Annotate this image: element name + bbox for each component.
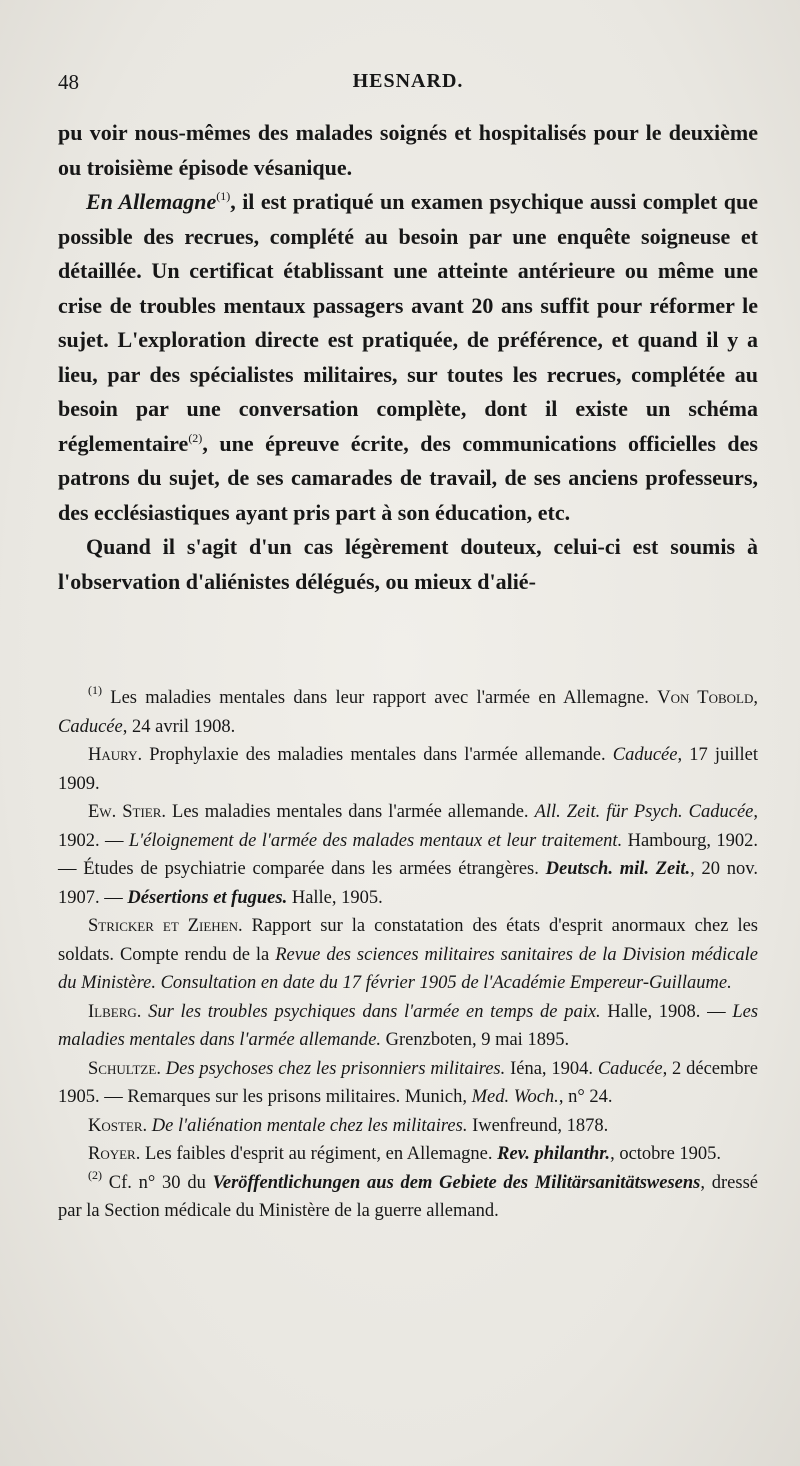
paragraph: pu voir nous-mêmes des malades soignés et hospitalisés pour le deuxième ou troisième épisode vésanique.	[58, 120, 758, 180]
text-run: Iwenfreund, 1878.	[467, 1115, 609, 1136]
text-run: .	[156, 1058, 166, 1079]
title: Désertions et fugues.	[127, 887, 288, 908]
source: Deutsch. mil. Zeit.	[545, 859, 691, 879]
title: Les maladies mentales dans l'armée allemande.	[58, 1001, 759, 1050]
footnote	[58, 741, 758, 798]
text-run: , 24 avril 1908.	[122, 716, 236, 737]
text-run: Hambourg, 1902. — Études de psychiatrie comparée dans les armées étrangères.	[58, 830, 759, 879]
source: Caducée	[597, 1058, 663, 1079]
running-head: HESNARD.	[352, 70, 464, 92]
text-run: Halle, 1908. —	[600, 1001, 733, 1022]
text-run: , une épreuve écrite, des communications officielles des patrons du sujet, de ses camarades de travail, de ses anciens professeurs, des ecclésiastiques ayant pris part à son éducation, etc.	[58, 430, 758, 525]
title: Des psychoses chez les prisonniers militaires.	[165, 1058, 506, 1079]
text-run: Les maladies mentales dans leur rapport avec l'armée en Allemagne.	[102, 688, 649, 708]
text-run: , 17 juillet 1909.	[58, 745, 758, 794]
footnote	[58, 912, 758, 998]
footnote	[58, 1112, 758, 1141]
text-run: . Les maladies mentales dans l'armée allemande.	[161, 802, 529, 822]
footnote-ref: (2)	[188, 430, 203, 445]
author: Stricker et Ziehen	[88, 916, 239, 936]
source: Veröffentlichungen aus dem Gebiete des Militärsanitätswesens	[212, 1172, 701, 1193]
page-header	[58, 70, 758, 104]
source: Rev. philanthr.	[497, 1144, 611, 1164]
text-run: Grenzboten, 9 mai 1895.	[381, 1030, 570, 1050]
text-run: .	[136, 1001, 149, 1022]
text-run: Cf. n° 30 du	[102, 1172, 213, 1193]
author: Schultze	[88, 1058, 157, 1079]
text-run: . Prophylaxie des maladies mentales dans l'armée allemande.	[137, 745, 606, 765]
text-run: . Les faibles d'esprit au régiment, en Allemagne.	[135, 1144, 498, 1164]
footnote	[58, 1169, 758, 1226]
title: Sur les troubles psychiques dans l'armée en temps de paix.	[148, 1001, 601, 1022]
title: De l'aliénation mentale chez les militaires.	[151, 1115, 468, 1136]
paragraph: Quand il s'agit d'un cas légèrement douteux, celui-ci est soumis à l'observation d'aliénistes délégués, ou mieux d'alié-	[58, 534, 758, 594]
text-run: Halle, 1905.	[287, 887, 383, 908]
footnote: $^{(1)}$ Les maladies mentales dans leur rapport avec l'armée en Allemagne. Von Tobold, Caducée, 24 avril 1908.	[58, 683, 758, 737]
text-run: . Rapport sur la constatation des états d'esprit anormaux chez les soldats. Compte rendu de la	[58, 916, 759, 965]
title: L'éloignement de l'armée des malades mentaux et leur traitement.	[128, 830, 623, 851]
main-text	[58, 116, 758, 599]
paragraph	[58, 185, 758, 530]
author: Von Tobold	[657, 688, 754, 708]
source: Revue des sciences militaires sanitaires de la Division médicale du Ministère. Consultation en date du 17 février 1905 de l'Académie Empereur-Guillaume.	[58, 944, 758, 993]
author: Royer	[88, 1144, 136, 1164]
footnote	[58, 1140, 758, 1169]
source: Caducée	[612, 745, 678, 765]
footnote-marker: (2)	[88, 1167, 102, 1182]
author: Haury	[88, 745, 138, 765]
text-run: , octobre 1905.	[610, 1144, 722, 1164]
text-run: Iéna, 1904.	[505, 1058, 598, 1079]
footnote	[58, 998, 758, 1055]
source: All. Zeit. für Psych. Caducée	[534, 802, 754, 822]
emphasis: En Allemagne	[86, 189, 217, 214]
footnote	[58, 798, 758, 912]
text-run: , 1902. —	[58, 802, 758, 851]
author: Koster	[88, 1115, 143, 1136]
source: Med. Woch.	[471, 1087, 559, 1107]
text-run: , il est pratiqué un examen psychique aussi complet que possible des recrues, complété au besoin par une enquête soigneuse et détaillée. Un certificat établissant une atteinte antérieure ou même une crise de troubles mentaux passagers avant 20 ans suffit pour réformer le sujet. L'exploration directe est pratiquée, de préférence, et quand il y a lieu, par des spécialistes militaires, sur toutes les recrues, complétée au besoin par une conversation complète, dont il existe un schéma réglementaire	[58, 189, 758, 456]
source: Caducée	[58, 716, 123, 737]
text-run: , 2 décembre 1905. — Remarques sur les prisons militaires. Munich,	[58, 1058, 759, 1107]
text-run: , dressé par la Section médicale du Ministère de la guerre allemand.	[58, 1172, 758, 1221]
text-run: , n° 24.	[558, 1087, 613, 1107]
text-run: .	[142, 1115, 152, 1136]
footnotes	[58, 684, 758, 1226]
footnote-marker: (1)	[88, 683, 102, 697]
author: Ew. Stier	[88, 802, 162, 822]
text-run: , 20 nov. 1907. —	[58, 859, 758, 908]
author: Ilberg	[88, 1001, 137, 1022]
footnote	[58, 1055, 758, 1112]
page-number: 48	[58, 70, 79, 94]
footnote-ref: (1)	[216, 189, 231, 203]
